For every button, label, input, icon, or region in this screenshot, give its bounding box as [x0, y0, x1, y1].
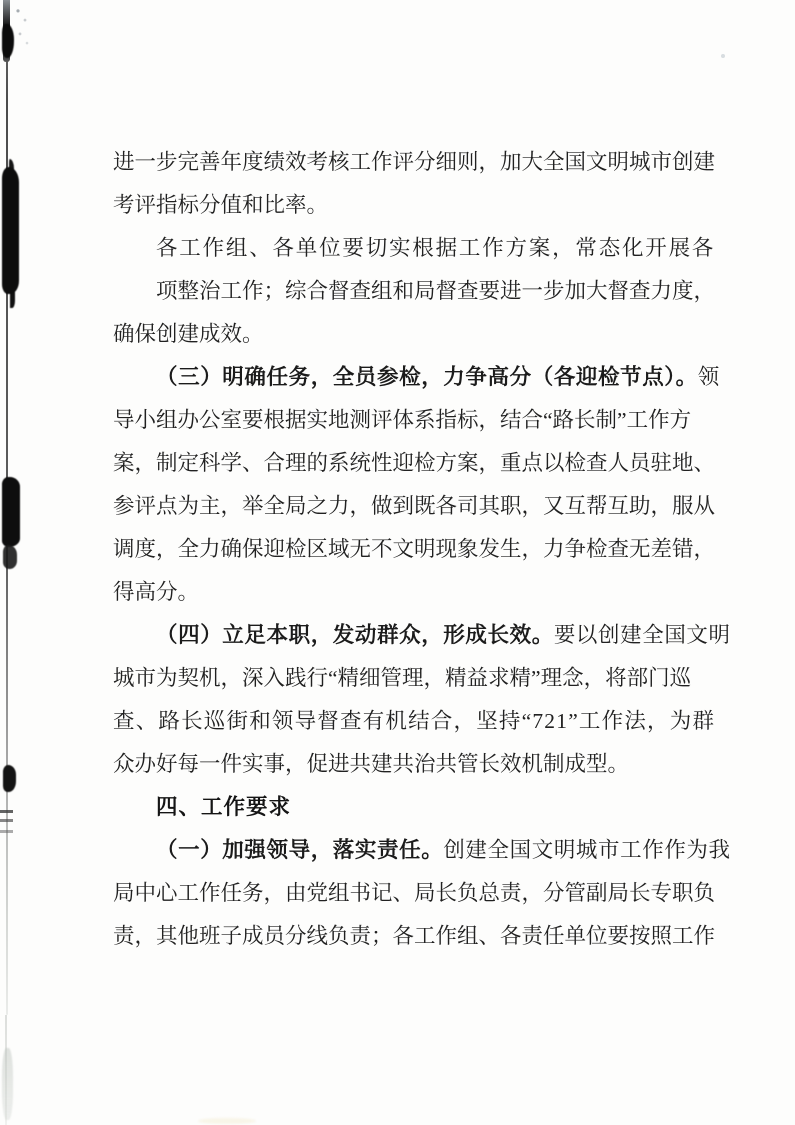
line-text: 参评点为主，举全局之力，做到既各司其职，又互帮互助，服从 [113, 494, 716, 518]
line-text: 确保创建成效。 [113, 322, 264, 346]
section-heading-line [113, 786, 723, 829]
line-text: 案，制定科学、合理的系统性迎检方案，重点以检查人员驻地、 [113, 451, 716, 475]
line-text: 项整治工作；综合督查组和局督查要进一步加大督查力度， [156, 279, 716, 303]
scan-edge-line-faint [5, 1015, 7, 1125]
item-title-bold: （一）加强领导，落实责任。 [156, 838, 444, 862]
line-text: 城市为契机，深入践行“精细管理，精益求精”理念，将部门巡 [113, 666, 692, 690]
scan-speckle-top-left [13, 4, 33, 50]
item-title-bold: （四）立足本职，发动群众，形成长效。 [156, 623, 554, 647]
text-line [113, 313, 723, 356]
document-text-block [113, 141, 731, 958]
text-line [113, 141, 723, 184]
text-line [113, 227, 723, 270]
line-text: 各工作组、各单位要切实根据工作方案，常态化开展各 [156, 236, 716, 260]
line-text: 局中心工作任务，由党组书记、局长负总责，分管副局长专职负 [113, 881, 716, 905]
scan-speck-right [721, 54, 725, 58]
item-title-bold: （三）明确任务，全员参检，力争高分（各迎检节点）。 [156, 365, 698, 389]
text-line-item-1-title [113, 829, 731, 872]
scan-ink-mark-4 [0, 810, 13, 840]
text-line [113, 700, 723, 743]
scan-smudge-bottom [198, 1118, 256, 1124]
line-text: 领 [697, 365, 720, 389]
text-line [113, 915, 723, 958]
scan-edge-line [6, 0, 8, 1015]
scan-smudge-bottom-left [2, 1048, 13, 1120]
line-text: 考评指标分值和比率。 [113, 193, 329, 217]
scan-ink-strip-top-left [3, 0, 10, 62]
line-text: 责，其他班子成员分线负责；各工作组、各责任单位要按照工作 [113, 924, 716, 948]
scan-ink-blob-1 [2, 167, 19, 294]
scan-ink-blob-top-left [2, 24, 14, 58]
line-text: 得高分。 [113, 580, 200, 604]
line-text: 要以创建全国文明 [553, 623, 731, 647]
scan-ink-mark-3 [3, 765, 16, 792]
line-text: 进一步完善年度绩效考核工作评分细则，加大全国文明城市创建 [113, 150, 716, 174]
text-line [113, 270, 723, 313]
line-text: 导小组办公室要根据实地测评体系指标，结合“路长制”工作方 [113, 408, 692, 432]
text-line [113, 442, 723, 485]
scan-ink-blob-2-tail [3, 545, 17, 569]
line-text: 创建全国文明城市工作作为我 [443, 838, 731, 862]
text-line [113, 399, 723, 442]
text-line-item-3-title [113, 356, 723, 399]
text-line [113, 528, 723, 571]
text-line [113, 485, 723, 528]
line-text: 查、路长巡街和领导督查有机结合，坚持“721”工作法，为群 [113, 709, 716, 733]
text-line [113, 184, 723, 227]
line-text: 众办好每一件实事，促进共建共治共管长效机制成型。 [113, 752, 630, 776]
line-text: 调度，全力确保迎检区域无不文明现象发生，力争检查无差错， [113, 537, 716, 561]
text-line [113, 743, 723, 786]
scan-ink-blob-2 [2, 477, 20, 547]
text-line [113, 657, 723, 700]
text-line [113, 571, 723, 614]
section-heading: 四、工作要求 [156, 795, 292, 820]
text-line-item-4-title [113, 614, 731, 657]
text-line [113, 872, 723, 915]
